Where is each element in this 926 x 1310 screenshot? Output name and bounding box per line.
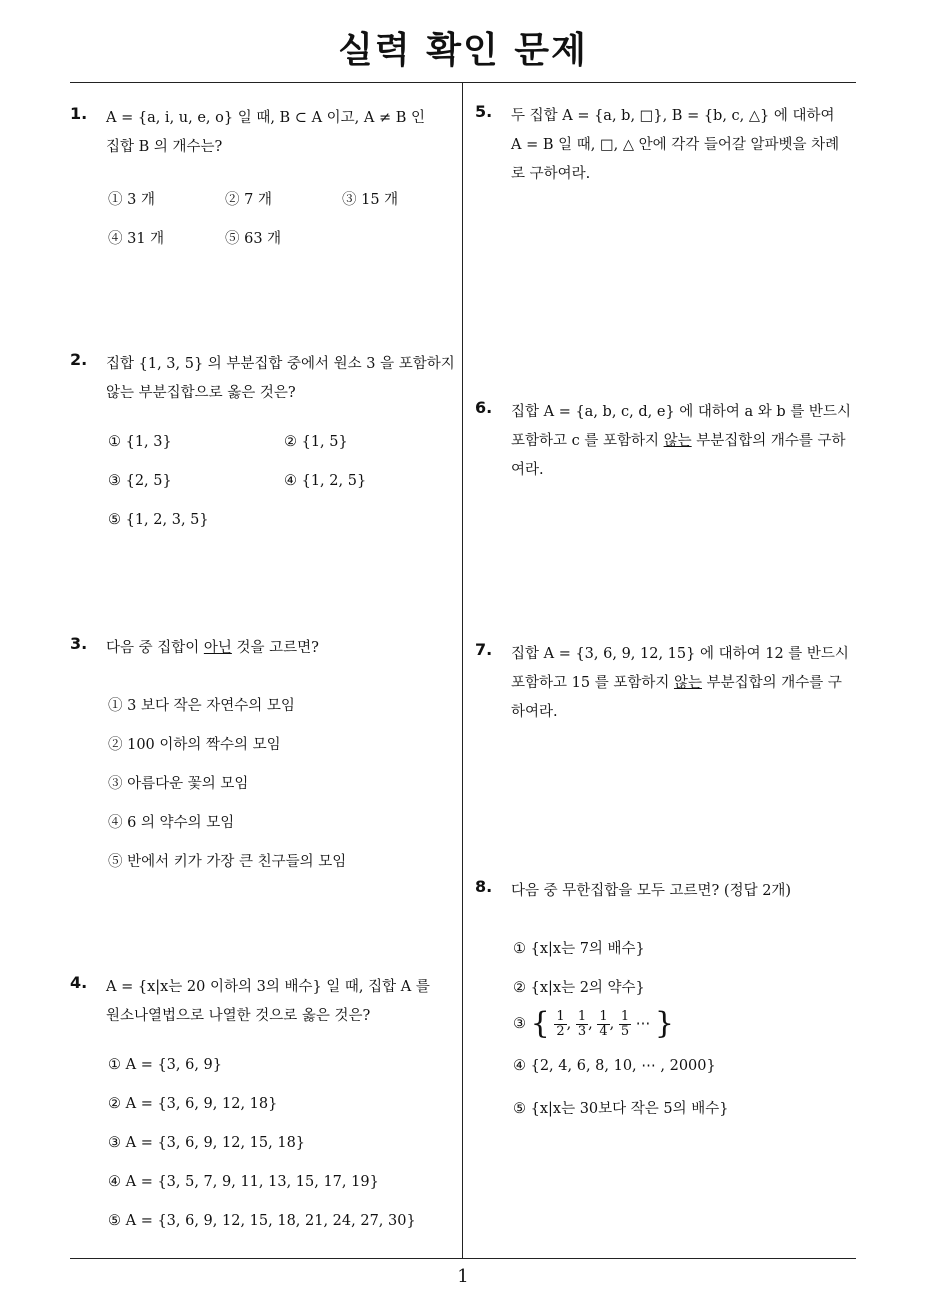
bottom-divider <box>70 1258 856 1259</box>
choice-4[interactable]: ④ 6 의 약수의 모임 <box>108 815 235 831</box>
question-number: 1. <box>70 104 88 123</box>
top-divider <box>70 82 856 83</box>
denominator: 4 <box>599 1023 608 1039</box>
question-line: 하여라. <box>511 704 558 720</box>
question-text <box>511 398 859 485</box>
text-segment: 포함하고 15 를 포함하지 <box>511 675 674 691</box>
choice-2[interactable]: ② 100 이하의 짝수의 모임 <box>108 737 281 753</box>
choice-5[interactable]: ⑤ 63 개 <box>225 231 282 247</box>
choice-2[interactable]: ② 7 개 <box>225 192 272 208</box>
choice-1[interactable]: ① 3 개 <box>108 192 155 208</box>
ellipsis: ⋯ <box>635 1016 651 1032</box>
fraction <box>554 1010 566 1039</box>
choice-3[interactable]: ③ A = {3, 6, 9, 12, 15, 18} <box>108 1135 306 1151</box>
choice-marker: ③ <box>513 1016 526 1032</box>
question-text: 다음 중 무한집합을 모두 고르면? (정답 2개) <box>511 883 792 899</box>
choice-1[interactable]: ① {x|x는 7의 배수} <box>513 941 645 957</box>
numerator: 1 <box>599 1008 608 1024</box>
question-line: 집합 B 의 개수는? <box>106 139 223 155</box>
choice-3[interactable]: ③ 15 개 <box>342 192 399 208</box>
question-number: 7. <box>475 640 493 659</box>
choice-4[interactable]: ④ {1, 2, 5} <box>284 473 367 489</box>
question-line: 로 구하여라. <box>511 166 591 182</box>
question-number: 8. <box>475 877 493 896</box>
choice-3[interactable] <box>513 1006 674 1041</box>
text-segment: 부분집합의 개수를 구하 <box>691 433 846 449</box>
question-text <box>106 104 456 162</box>
denominator: 5 <box>620 1023 630 1039</box>
question-line <box>511 427 859 456</box>
question-line: 두 집합 A = {a, b, □}, B = {b, c, △} 에 대하여 <box>511 108 835 124</box>
choice-2[interactable]: ② A = {3, 6, 9, 12, 18} <box>108 1096 278 1112</box>
question-text <box>511 102 859 189</box>
separator: , <box>588 1016 593 1032</box>
choice-1[interactable]: ① 3 보다 작은 자연수의 모임 <box>108 698 295 714</box>
numerator: 1 <box>577 1008 587 1024</box>
choice-1[interactable]: ① {1, 3} <box>108 434 172 450</box>
choice-5[interactable]: ⑤ {x|x는 30보다 작은 5의 배수} <box>513 1101 729 1117</box>
question-line: 집합 A = {a, b, c, d, e} 에 대하여 a 와 b 를 반드시 <box>511 404 851 420</box>
choice-4[interactable]: ④ {2, 4, 6, 8, 10, ⋯ , 2000} <box>513 1058 716 1074</box>
text-segment: 다음 중 집합이 <box>106 640 204 656</box>
question-number: 6. <box>475 398 493 417</box>
text-segment: 것을 고르면? <box>231 640 319 656</box>
underlined-word: 않는 <box>663 433 692 449</box>
question-line: 원소나열법으로 나열한 것으로 옳은 것은? <box>106 1008 371 1024</box>
numerator: 1 <box>556 1008 565 1024</box>
choice-5[interactable]: ⑤ 반에서 키가 가장 큰 친구들의 모임 <box>108 854 347 870</box>
question-number: 5. <box>475 102 493 121</box>
choice-2[interactable]: ② {x|x는 2의 약수} <box>513 980 645 996</box>
question-line: A = {a, i, u, e, o} 일 때, B ⊂ A 이고, A ≠ B 인 <box>106 110 425 126</box>
right-brace-icon: } <box>654 1006 674 1041</box>
choice-4[interactable]: ④ A = {3, 5, 7, 9, 11, 13, 15, 17, 19} <box>108 1174 379 1190</box>
choice-2[interactable]: ② {1, 5} <box>284 434 348 450</box>
separator: , <box>609 1016 615 1032</box>
denominator: 3 <box>577 1023 587 1039</box>
choice-3[interactable]: ③ 아름다운 꽃의 모임 <box>108 776 249 792</box>
choice-1[interactable]: ① A = {3, 6, 9} <box>108 1057 223 1073</box>
question-line: 않는 부분집합으로 옳은 것은? <box>106 385 296 401</box>
left-brace-icon: { <box>530 1006 550 1041</box>
fraction <box>619 1010 631 1039</box>
separator: , <box>566 1016 572 1032</box>
question-line: 여라. <box>511 462 544 478</box>
underlined-word: 않는 <box>673 675 702 691</box>
denominator: 2 <box>556 1023 565 1039</box>
choice-4[interactable]: ④ 31 개 <box>108 231 165 247</box>
question-text <box>106 634 456 663</box>
choice-3[interactable]: ③ {2, 5} <box>108 473 172 489</box>
underlined-word: 아닌 <box>203 640 232 656</box>
page-title: 실력 확인 문제 <box>338 30 588 71</box>
question-text <box>106 973 456 1031</box>
question-number: 2. <box>70 350 88 369</box>
page-number: 1 <box>457 1266 469 1287</box>
question-line: 집합 A = {3, 6, 9, 12, 15} 에 대하여 12 를 반드시 <box>511 646 849 662</box>
numerator: 1 <box>620 1008 630 1024</box>
column-divider <box>462 83 463 1258</box>
choice-5[interactable]: ⑤ {1, 2, 3, 5} <box>108 512 209 528</box>
fraction <box>597 1010 609 1039</box>
question-number: 4. <box>70 973 88 992</box>
question-number: 3. <box>70 634 88 653</box>
fraction <box>576 1010 588 1039</box>
choice-5[interactable]: ⑤ A = {3, 6, 9, 12, 15, 18, 21, 24, 27, 30} <box>108 1213 416 1229</box>
text-segment: 포함하고 c 를 포함하지 <box>511 433 664 449</box>
question-line: 집합 {1, 3, 5} 의 부분집합 중에서 원소 3 을 포함하지 <box>106 356 455 372</box>
question-line <box>511 669 859 698</box>
question-line: A = {x|x는 20 이하의 3의 배수} 일 때, 집합 A 를 <box>106 979 430 995</box>
text-segment: 부분집합의 개수를 구 <box>701 675 842 691</box>
question-line: A = B 일 때, □, △ 안에 각각 들어갈 알파벳을 차례 <box>511 137 840 153</box>
question-text <box>511 640 859 727</box>
question-text <box>106 350 456 408</box>
